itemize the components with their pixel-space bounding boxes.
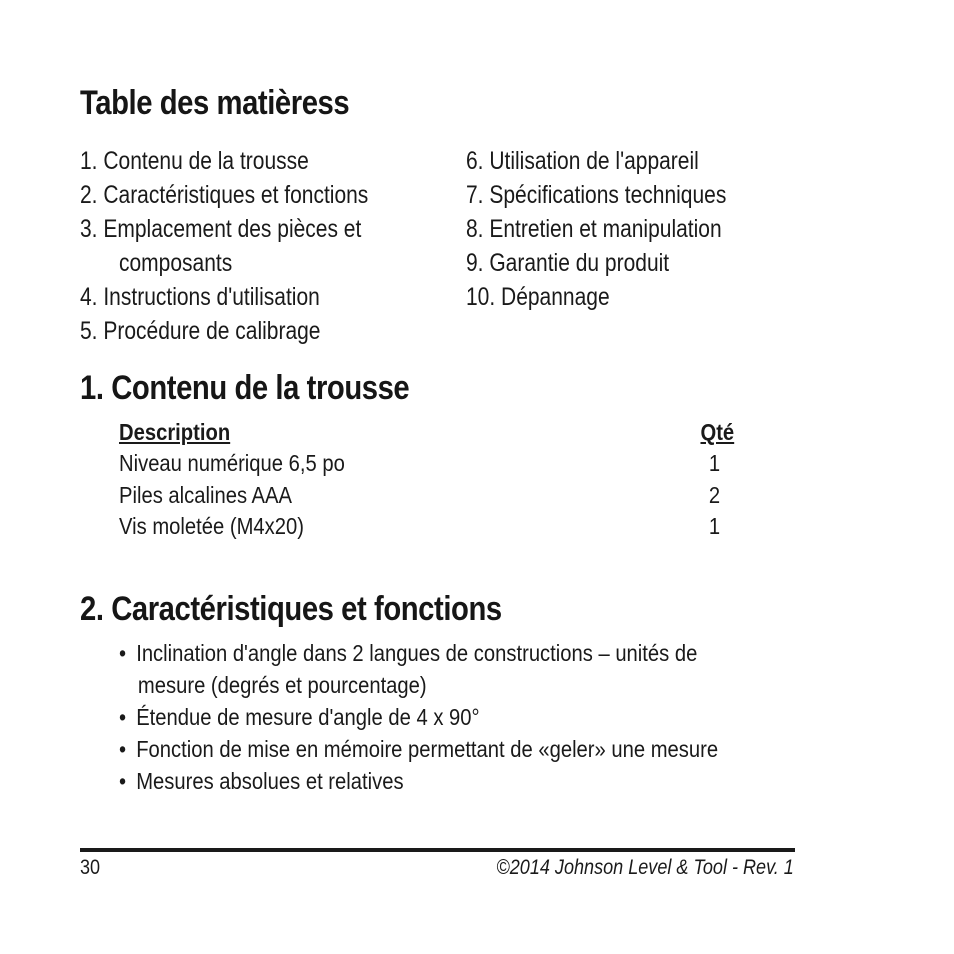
table-row <box>119 482 734 514</box>
table-header-row <box>119 419 734 451</box>
row-description: Vis moletée (M4x20) <box>119 513 304 539</box>
list-item-text: Mesures absolues et relatives <box>136 768 404 794</box>
row-description: Niveau numérique 6,5 po <box>119 450 345 476</box>
list-item-continuation: mesure (degrés et pourcentage) <box>137 672 427 698</box>
toc-item: 9. Garantie du produit <box>466 249 670 277</box>
list-item <box>119 733 721 765</box>
row-qty: 1 <box>708 450 720 476</box>
page-number: 30 <box>80 856 101 879</box>
column-header-description: Description <box>119 419 231 445</box>
toc-item: 1. Contenu de la trousse <box>80 147 309 175</box>
bullet-symbol: • <box>119 736 127 762</box>
copyright-notice: ©2014 Johnson Level & Tool - Rev. 1 <box>496 856 794 879</box>
toc-item-continuation: composants <box>119 249 233 277</box>
bullet-symbol: • <box>119 640 127 666</box>
row-qty: 2 <box>708 482 720 508</box>
toc-item: 8. Entretien et manipulation <box>466 215 722 243</box>
list-item-text: Inclination d'angle dans 2 langues de constructions – unités de <box>136 640 698 666</box>
table-row <box>119 450 734 482</box>
bullet-symbol: • <box>119 768 127 794</box>
footer-divider <box>80 848 795 852</box>
row-qty: 1 <box>708 513 720 539</box>
toc-item: 7. Spécifications techniques <box>466 181 727 209</box>
table-row <box>119 513 734 545</box>
list-item-text: Étendue de mesure d'angle de 4 x 90° <box>136 704 480 730</box>
toc-title: Table des matièress <box>80 84 350 122</box>
features-list <box>119 637 819 797</box>
toc-item: 4. Instructions d'utilisation <box>80 283 320 311</box>
toc-item: 5. Procédure de calibrage <box>80 317 321 345</box>
section1-title: 1. Contenu de la trousse <box>80 369 410 407</box>
toc-item: 10. Dépannage <box>466 283 610 311</box>
toc-item: 6. Utilisation de l'appareil <box>466 147 699 175</box>
list-item <box>119 765 721 797</box>
bullet-symbol: • <box>119 704 127 730</box>
column-header-qty: Qté <box>700 419 734 445</box>
list-item <box>119 637 721 701</box>
section2-title: 2. Caractéristiques et fonctions <box>80 590 502 628</box>
toc-item: 3. Emplacement des pièces et <box>80 215 362 243</box>
toc-item: 2. Caractéristiques et fonctions <box>80 181 369 209</box>
row-description: Piles alcalines AAA <box>119 482 293 508</box>
list-item <box>119 701 721 733</box>
list-item-text: Fonction de mise en mémoire permettant de «geler» une mesure <box>136 736 719 762</box>
